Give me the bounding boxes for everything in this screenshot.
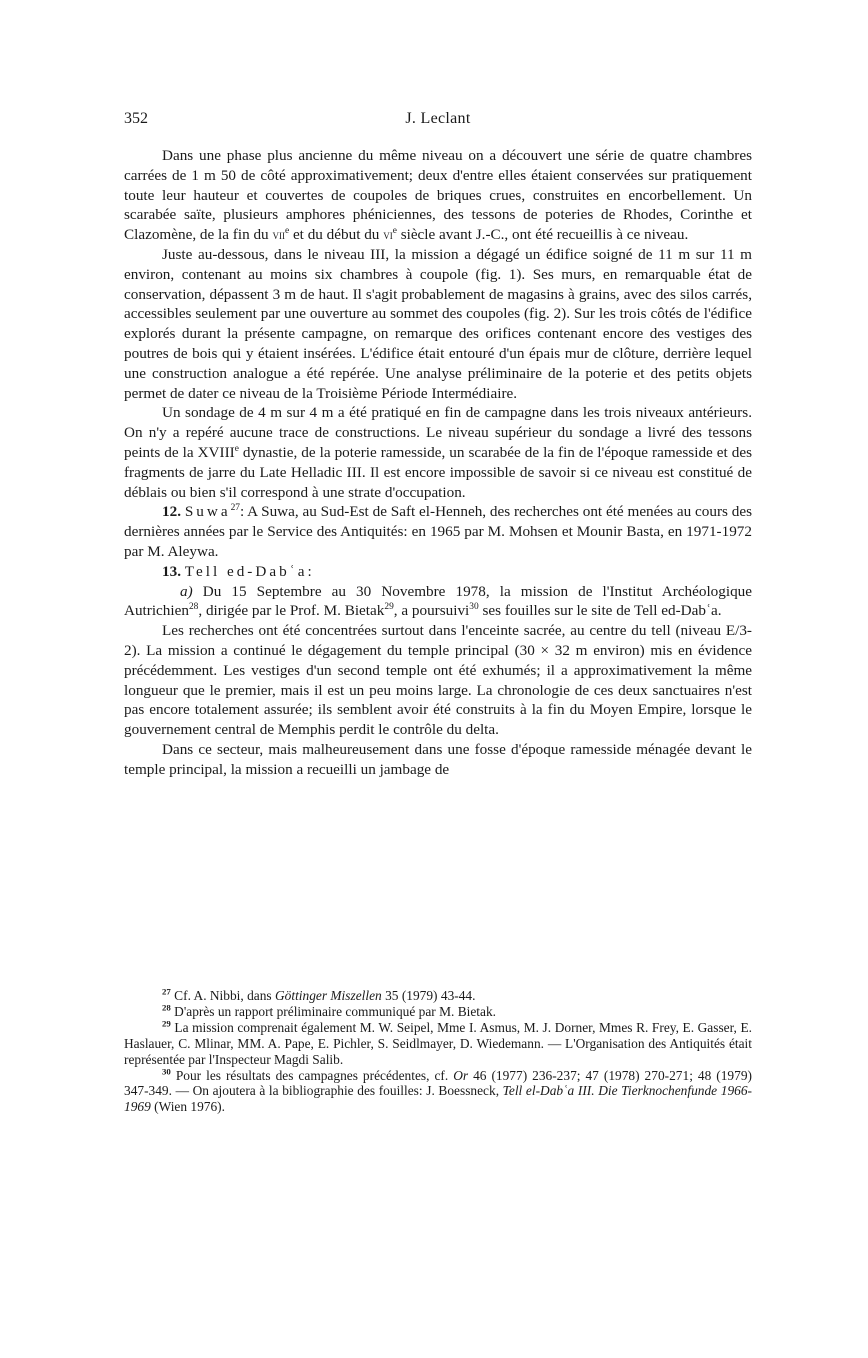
section-13a: [124, 582, 752, 622]
section-12-suwa: [124, 502, 752, 561]
section-13a-text-3: , a poursuivi: [393, 602, 470, 620]
book-title: Tell el-Dabʿa III. Die Tierknochenfunde 1966-1969: [124, 1083, 752, 1115]
section-number: 13.: [162, 562, 181, 580]
running-header: [124, 110, 752, 134]
footnote-ref-30[interactable]: 30: [469, 602, 479, 613]
section-12-text: : A Suwa, au Sud-Est de Saft el-Henneh, des recherches ont été menées au cours des dernières années par le Service des Antiquités: en 1965 par M. Mohsen et Mounir Basta, en 1971-1972 par M. Aleywa.: [124, 503, 752, 560]
footnote-28: [124, 1004, 752, 1020]
heading-colon: :: [307, 562, 312, 580]
item-label: a): [180, 582, 193, 600]
paragraph-1-text-c: siècle avant J.-C., ont été recueillis à ce niveau.: [396, 226, 689, 244]
footnote-number: 27: [162, 986, 171, 997]
footnote-ref-27[interactable]: 27: [230, 503, 240, 514]
paragraph-1-text-b: et du début du: [289, 226, 384, 244]
journal-title: Göttinger Miszellen: [274, 988, 382, 1003]
footnote-number: 30: [162, 1066, 171, 1077]
running-title: J. Leclant: [405, 110, 471, 127]
footnotes: [124, 988, 752, 1115]
section-13a-text-4: ses fouilles sur le site de Tell ed-Dabʿa.: [478, 602, 722, 620]
footnote-29: [124, 1020, 752, 1068]
site-name: Tell ed-Dabʿa: [184, 562, 308, 580]
superscript-e: e: [392, 226, 397, 237]
main-text: [124, 146, 752, 780]
paragraph-3: [124, 403, 752, 502]
superscript-e: e: [284, 226, 290, 237]
section-13a-text-2: , dirigée par le Prof. M. Bietak: [198, 602, 385, 620]
paragraph-8: Dans ce secteur, mais malheureusement dans une fosse d'époque ramesside ménagée devant le temple principal, la mission a recueilli un jambage de: [124, 740, 752, 778]
paragraph-7: Les recherches ont été concentrées surtout dans l'enceinte sacrée, au centre du tell (niveau E/3-2). La mission a continué le dégagement du temple principal (30 × 32 m environ) mis en évidence précédemment. Les vestiges d'un second temple ont été exhumés; il a approximativement la même longueur que le premier, mais il est un peu moins large. La chronologie de ces deux sanctuaires n'est pas encore totalement assurée; ils semblent avoir été construits à la fin du Moyen Empire, lorsque le gouvernement central de Memphis perdit le contrôle du delta.: [124, 622, 752, 739]
century-numeral: vii: [272, 227, 285, 243]
footnote-27-text-b: 35 (1979) 43-44.: [381, 988, 476, 1003]
site-name: Suwa: [184, 503, 231, 521]
footnote-30-text-c: (Wien 1976).: [150, 1099, 225, 1115]
page-number: 352: [124, 110, 148, 127]
footnote-30-text-b: 46 (1977) 236-237; 47 (1978) 270-271; 48 (1979) 347-349. — On ajoutera à la bibliographie des fouilles: J. Boessneck,: [124, 1067, 752, 1099]
paragraph-3-text-a: Un sondage de 4 m sur 4 m a été pratiqué en fin de campagne dans les trois niveaux antérieurs. On n'y a repéré aucune trace de constructions. Le niveau supérieur du sondage a livré des tessons peints de la XVIII: [124, 404, 752, 461]
journal-abbrev: Or: [453, 1067, 469, 1083]
footnote-ref-29[interactable]: 29: [384, 602, 394, 613]
footnote-28-text: D'après un rapport préliminaire communiqué par M. Bietak.: [170, 1003, 497, 1019]
paragraph-1-text-a: Dans une phase plus ancienne du même niveau on a découvert une série de quatre chambres carrées de 1 m 50 de côté approximativement; deux d'entre elles étaient conservées sur pratiquement toute leur hauteur et couvertes de coupoles de briques crues, construites en encorbellement. Un scarabée saïte, plusieurs amphores phéniciennes, des tessons de poteries de Rhodes, Corinthe et Clazomène, de la fin du: [124, 147, 752, 244]
section-13-heading: [124, 562, 752, 582]
paragraph-3-text-b: dynastie, de la poterie ramesside, un scarabée de la fin de l'époque ramesside et des fragments de jarre du Late Helladic III. Il est encore impossible de savoir si ce niveau est constitué de déblais ou bien s'il correspond à une strate d'occupation.: [124, 443, 752, 501]
paragraph-2: Juste au-dessous, dans le niveau III, la mission a dégagé un édifice soigné de 11 m sur 11 m environ, contenant au moins six chambres à coupole (fig. 1). Ses murs, en remarquable état de conservation, dépassent 3 m de haut. Il s'agit probablement de magasins à grains, avec des silos carrés, accessibles seulement par une ouverture au sommet des coupoles (fig. 2). Sur les trois côtés de l'édifice explorés durant la présente campagne, on remarque des orifices contenant encore des vestiges des poutres de bois qui y étaient insérées. L'édifice était entouré d'un épais mur de clôture, derrière lequel une construction analogue a été repérée. Une analyse préliminaire de la poterie et des petits objets permet de dater ce niveau de la Troisième Période Intermédiaire.: [124, 245, 752, 402]
section-number: 12.: [162, 503, 181, 521]
footnote-ref-28[interactable]: 28: [188, 602, 199, 613]
footnote-27-text-a: Cf. A. Nibbi, dans: [170, 988, 275, 1003]
footnote-number: 29: [162, 1018, 171, 1029]
footnote-30: [124, 1068, 752, 1116]
section-13a-text-1: Du 15 Septembre au 30 Novembre 1978, la mission de l'Institut Archéologique Autrichien: [124, 582, 752, 620]
paragraph-1: [124, 146, 752, 245]
footnote-27: [124, 988, 752, 1004]
century-numeral: vi: [383, 227, 393, 243]
footnote-29-text: La mission comprenait également M. W. Seipel, Mme I. Asmus, M. J. Dorner, Mmes R. Frey, E. Gasser, E. Haslauer, C. Mlinar, MM. A. Pape, E. Pichler, S. Seidlmayer, D. Wiedemann. — L'Organisation des Antiquités était représentée par l'Inspecteur Magdi Salib.: [124, 1019, 752, 1067]
superscript-e: e: [234, 443, 239, 454]
footnote-30-text-a: Pour les résultats des campagnes précédentes, cf.: [170, 1067, 454, 1083]
footnote-number: 28: [162, 1002, 171, 1013]
